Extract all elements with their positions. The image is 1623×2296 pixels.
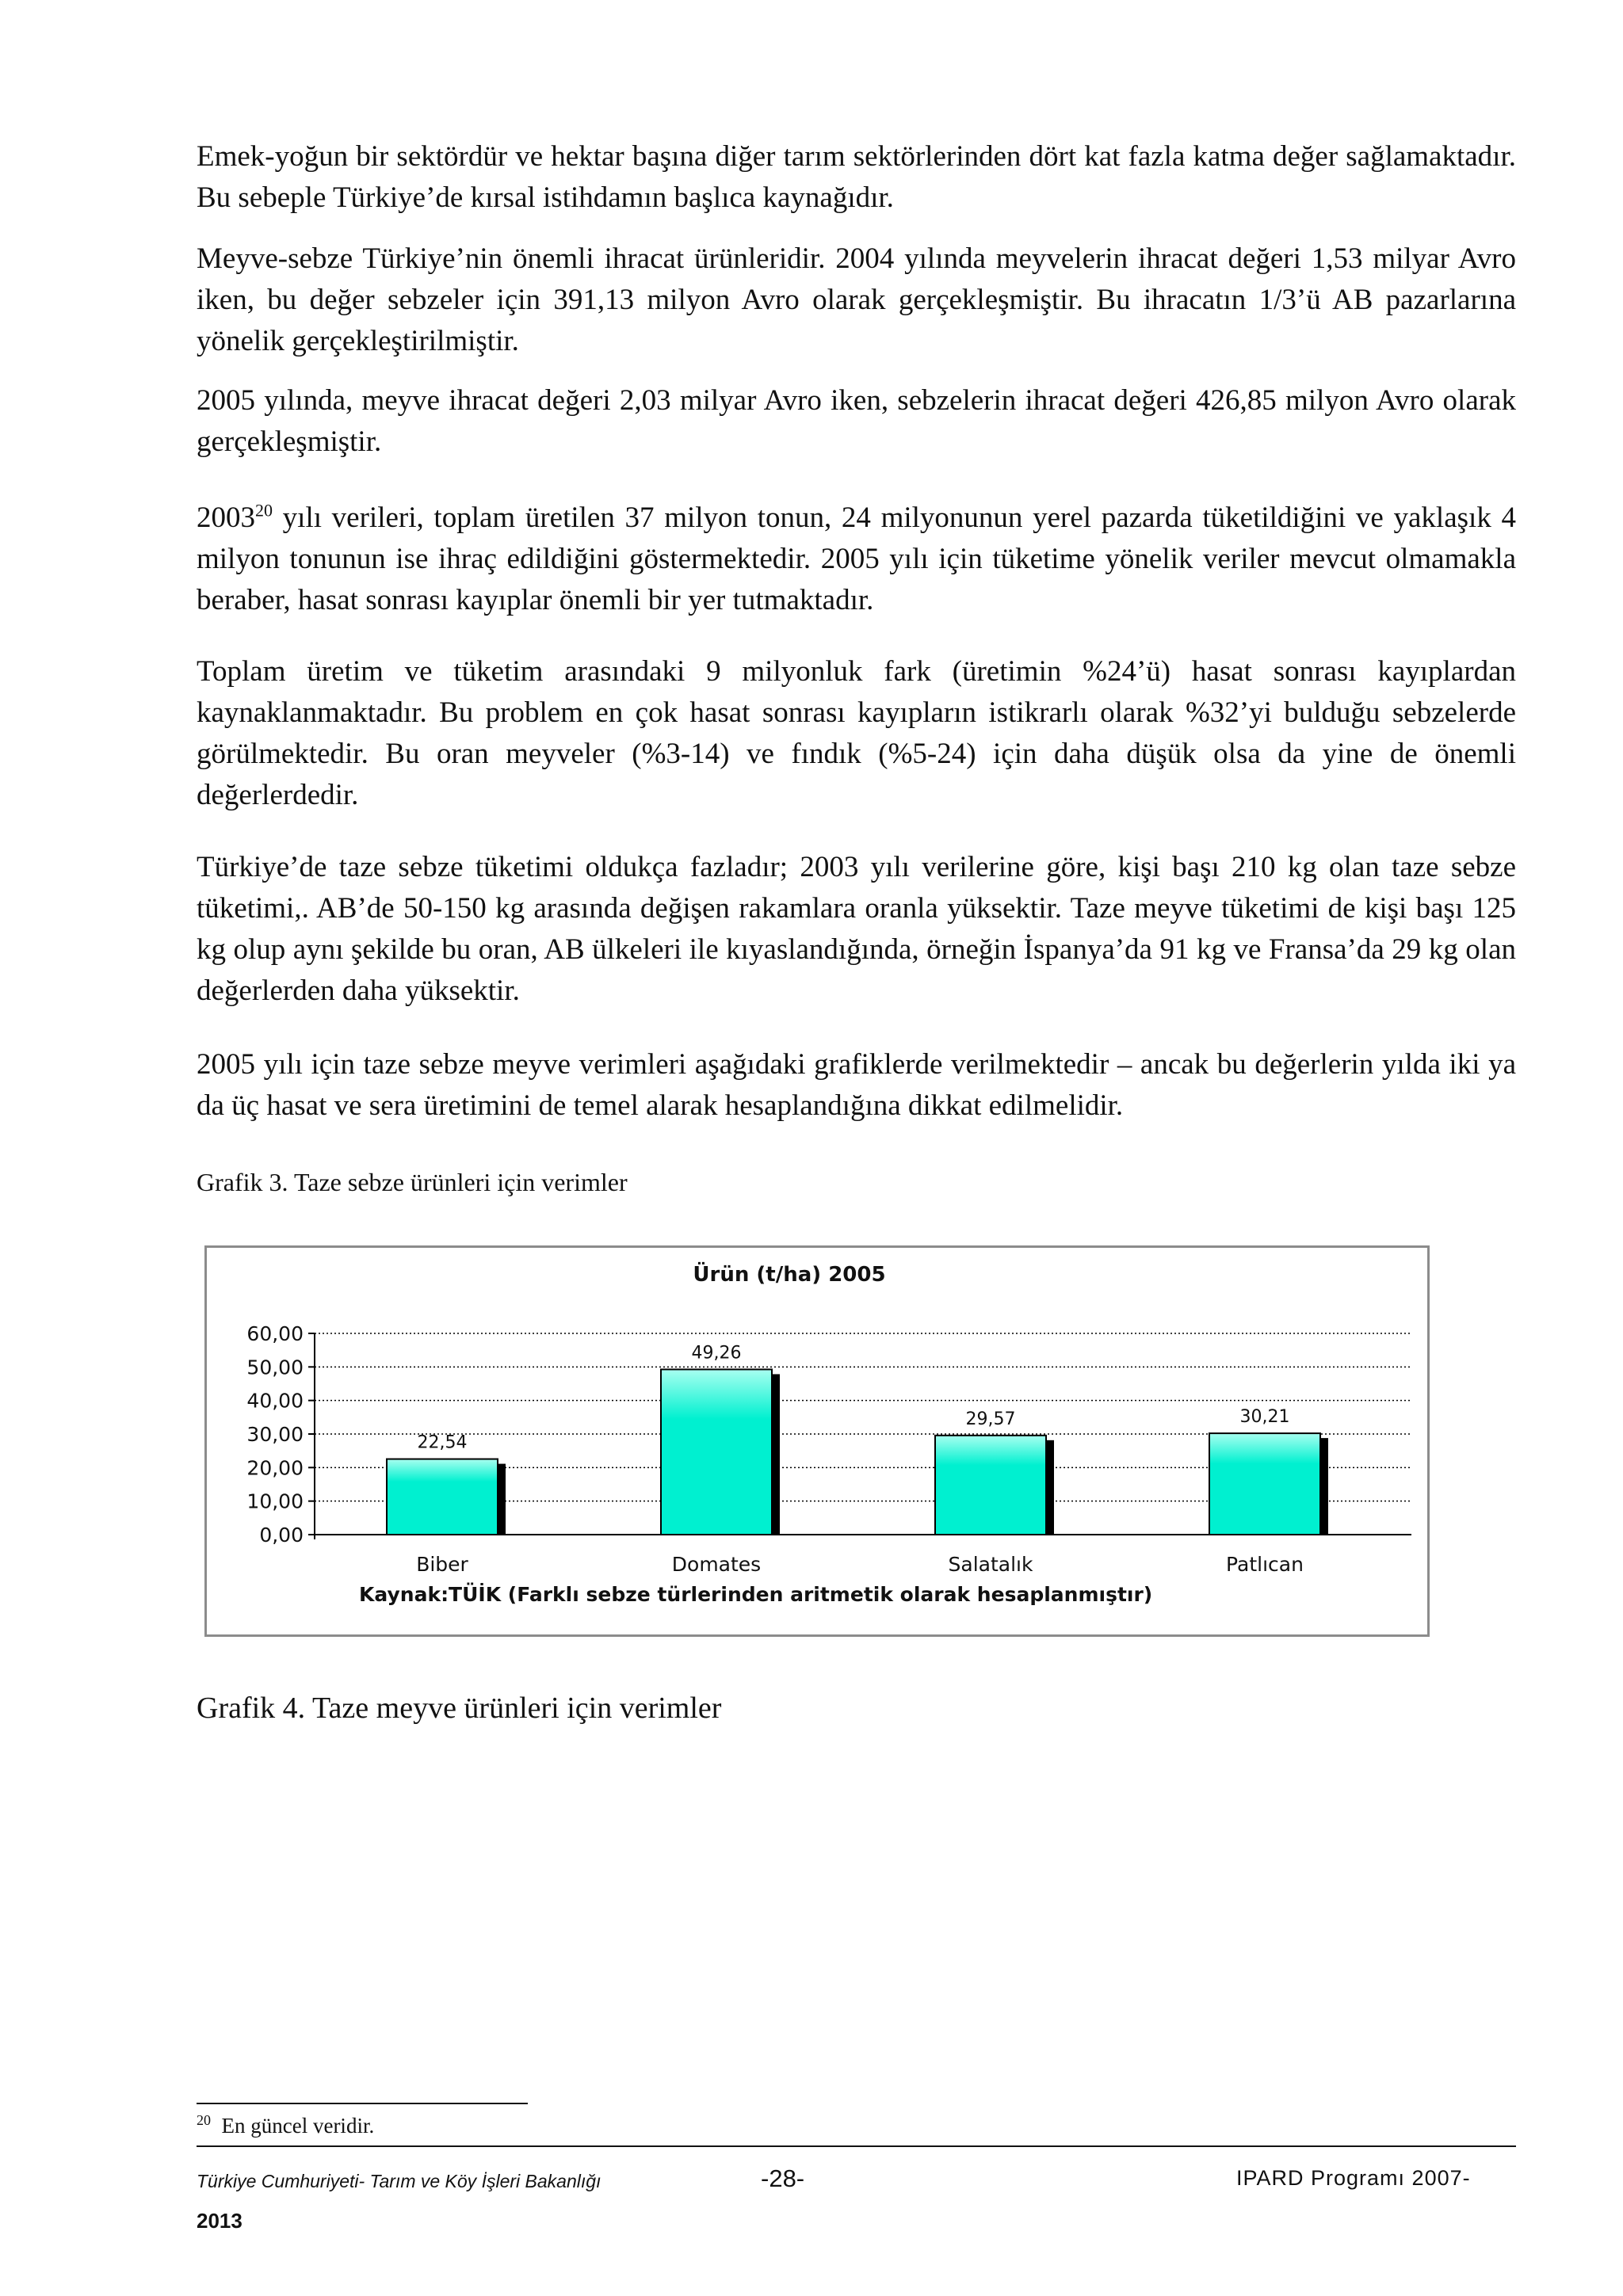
paragraph-2: Meyve-sebze Türkiye’nin önemli ihracat ürünleridir. 2004 yılında meyvelerin ihracat değeri 1,53 milyar Avro iken, bu değer sebzeler için 391,13 milyon Avro olarak gerçekleşmiştir. Bu ihracatın 1/3’ü AB pazarlarına yönelik gerçekleştirilmiştir. [197,242,1516,357]
x-category-label: Domates [671,1553,762,1576]
y-tick-label: 0,00 [259,1524,304,1547]
footer-divider [197,2145,1516,2147]
page-number: -28- [761,2164,805,2192]
chart-source-note: Kaynak:TÜİK (Farklı sebze türlerinden aritmetik olarak hesaplanmıştır) [359,1583,1153,1606]
x-axis-labels [416,1553,1304,1576]
yield-chart [204,1245,1430,1637]
bar [661,1369,772,1535]
bar [935,1436,1046,1535]
bar-value-label: 30,21 [1239,1407,1290,1428]
footnote-reference[interactable]: 20 [255,500,273,521]
paragraph-1: Emek-yoğun bir sektördür ve hektar başına diğer tarım sektörlerinden dört kat fazla katma değer sağlamaktadır. Bu sebeple Türkiye’de kırsal istihdamın başlıca kaynağıdır. [197,140,1516,214]
chart-title: Ürün (t/ha) 2005 [693,1263,886,1287]
y-tick-label: 40,00 [246,1389,304,1413]
footer-program: IPARD Programı 2007- [1236,2166,1471,2190]
paragraph-4-text: yılı verileri, toplam üretilen 37 milyon tonun, 24 milyonunun yerel pazarda tüketildiğini ve yaklaşık 4 milyon tonunun ise ihraç edildiğini göstermektedir. 2005 yılı için tüketime yönelik veriler mevcut olmamakla beraber, hasat sonrası kayıplar önemli bir yer tutmaktadır. [197,502,1516,616]
paragraph-4-year: 2003 [197,502,255,534]
footnote [197,2112,374,2138]
y-tick-label: 30,00 [246,1423,304,1446]
y-axis-ticks [246,1322,315,1547]
footnote-divider [197,2103,528,2104]
paragraph-6: Türkiye’de taze sebze tüketimi oldukça fazladır; 2003 yılı verilerine göre, kişi başı 210 kg olan taze sebze tüketimi,. AB’de 50-150 kg arasında değişen rakamlara oranla yüksektir. Taze meyve tüketimi de kişi başı 125 kg olup aynı şekilde bu oran, AB ülkeleri ile kıyaslandığında, örneğin İspanya’da 91 kg ve Fransa’da 29 kg olan değerlerden daha yüksektir. [197,851,1516,1007]
y-tick-label: 20,00 [246,1456,304,1480]
bar-value-label: 49,26 [691,1343,742,1363]
x-category-label: Salatalık [948,1553,1033,1576]
caption-grafik-3: Grafik 3. Taze sebze ürünleri için verimler [197,1168,628,1196]
x-category-label: Patlıcan [1226,1553,1304,1576]
y-tick-label: 10,00 [246,1489,304,1513]
paragraph-7: 2005 yılı için taze sebze meyve verimleri aşağıdaki grafiklerde verilmektedir – ancak bu değerlerin yılda iki ya da üç hasat ve sera üretimini de temel alarak hesaplandığına dikkat edilmelidir. [197,1048,1516,1122]
bar-value-label: 29,57 [965,1409,1016,1429]
chart-bars [387,1343,1328,1535]
footnote-number: 20 [197,2112,211,2128]
footer-ministry: Türkiye Cumhuriyeti- Tarım ve Köy İşleri Bakanlığı [197,2171,601,2191]
footnote-text: En güncel veridir. [221,2114,375,2138]
x-category-label: Biber [416,1553,468,1576]
y-tick-label: 60,00 [246,1322,304,1345]
paragraph-5: Toplam üretim ve tüketim arasındaki 9 milyonluk fark (üretimin %24’ü) hasat sonrası kayıplardan kaynaklanmaktadır. Bu problem en çok hasat sonrası kayıpların istikrarlı olarak %32’yi bulduğu sebzelerde görülmektedir. Bu oran meyveler (%3-14) ve fındık (%5-24) için daha düşük olsa da yine de önemli değerlerdedir. [197,655,1516,811]
footer-year: 2013 [197,2209,242,2233]
caption-grafik-4: Grafik 4. Taze meyve ürünleri için verimler [197,1691,722,1725]
paragraph-3: 2005 yılında, meyve ihracat değeri 2,03 milyar Avro iken, sebzelerin ihracat değeri 426,85 milyon Avro olarak gerçekleşmiştir. [197,384,1516,458]
bar-value-label: 22,54 [417,1432,468,1453]
bar [387,1459,498,1535]
yield-chart-svg [207,1248,1427,1634]
y-tick-label: 50,00 [246,1356,304,1379]
bar [1209,1433,1320,1535]
paragraph-4 [197,498,1516,621]
